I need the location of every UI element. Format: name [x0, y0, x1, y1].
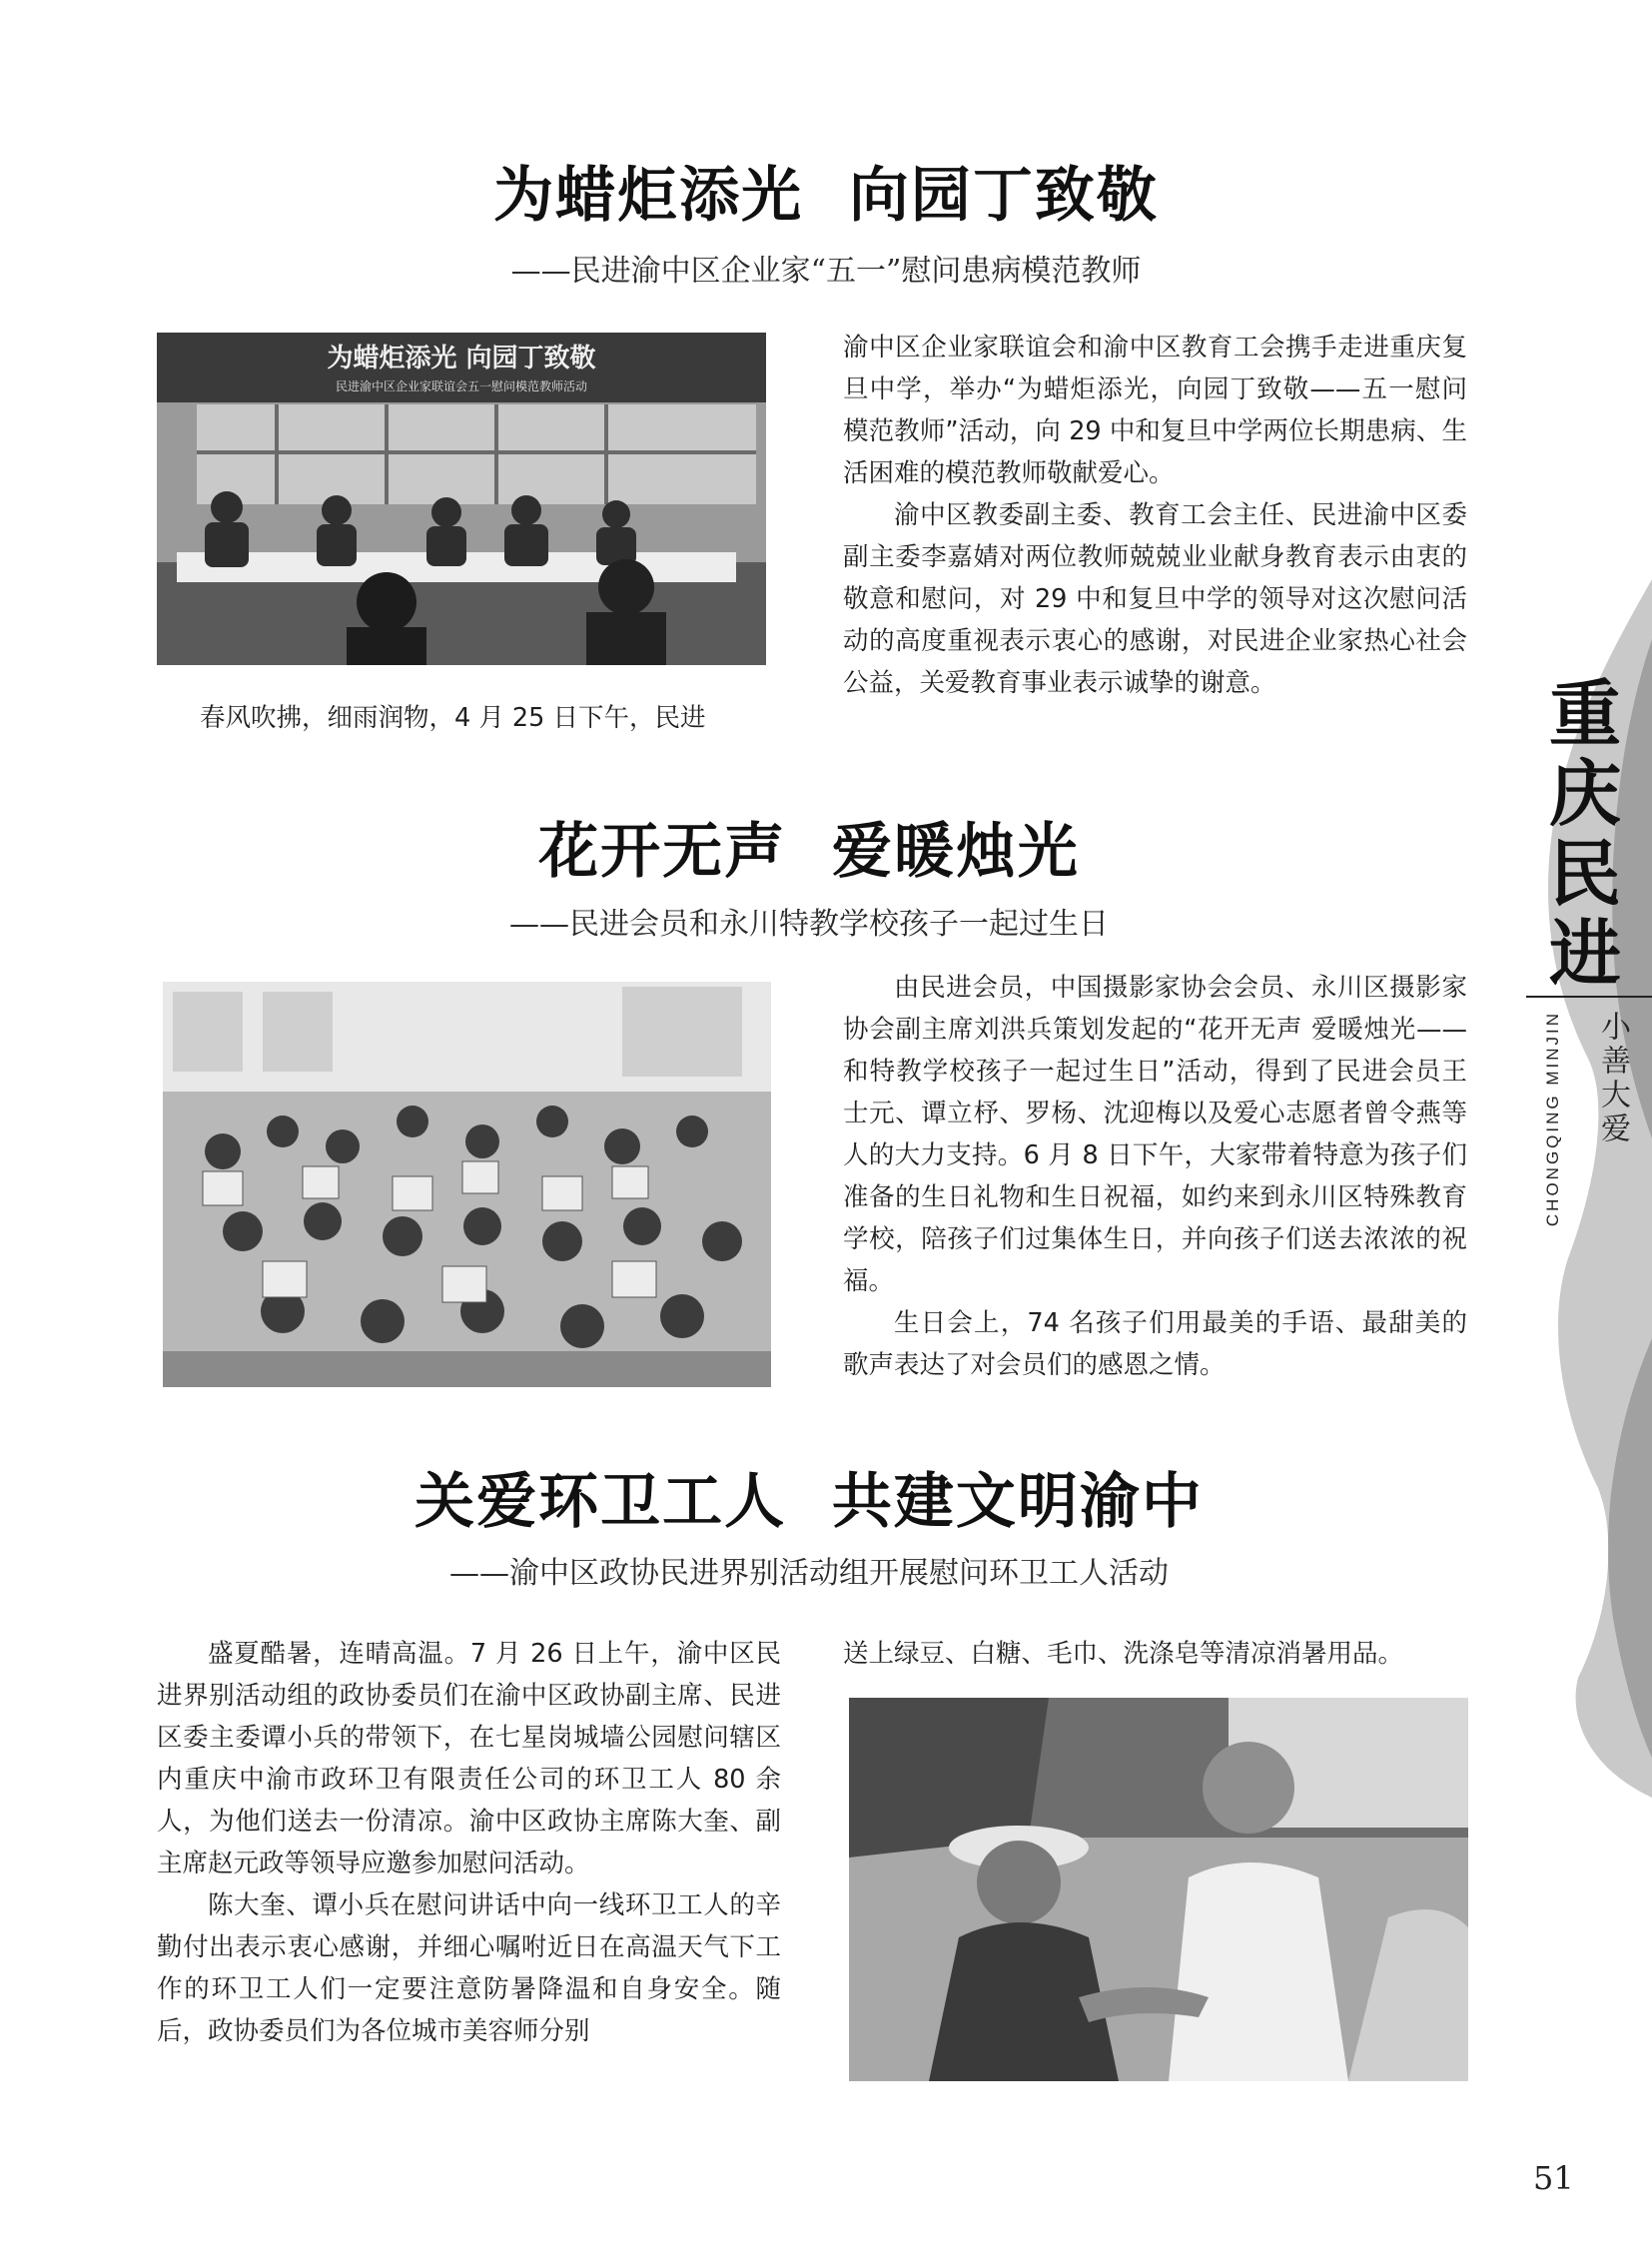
- article1-paragraph-1: 渝中区企业家联谊会和渝中区教育工会携手走进重庆复旦中学，举办“为蜡炬添光，向园丁致敬——五一慰问模范教师”活动，向 29 中和复旦中学两位长期患病、生活困难的模范教师敬献爱心。: [843, 333, 1467, 488]
- article1-title: 为蜡炬添光 向园丁致敬: [493, 161, 1159, 231]
- article2-subtitle: ——民进会员和永川特教学校孩子一起过生日: [509, 907, 1109, 942]
- article1-meeting-photo: [157, 333, 766, 665]
- article1-subtitle: ——民进渝中区企业家“五一”慰问患病模范教师: [510, 254, 1142, 289]
- article2-paragraph-1: 由民进会员，中国摄影家协会会员、永川区摄影家协会副主席刘洪兵策划发起的“花开无声 爱暖烛光——和特教学校孩子一起过生日”活动，得到了民进会员王士元、谭立杼、罗杨、沈迎梅以及爱心志愿者曾令燕等人的大力支持。6 月 8 日下午，大家带着特意为孩子们准备的生日礼物和生日祝福，如约来到永川区特殊教育学校，陪孩子们过集体生日，并向孩子们送去浓浓的祝福。: [843, 973, 1467, 1296]
- article3-right-text: 送上绿豆、白糖、毛巾、洗涤皂等清凉消暑用品。: [843, 1639, 1404, 1669]
- article1-right-column: [843, 327, 1467, 704]
- calligraphy-char-1: 重: [1548, 671, 1621, 756]
- calligraphy-char-2: 庆: [1548, 751, 1621, 836]
- article3-paragraph-2: 陈大奎、谭小兵在慰问讲话中向一线环卫工人的辛勤付出表示衷心感谢，并细心嘱咐近日在高温天气下工作的环卫工人们一定要注意防暑降温和自身安全。随后，政协委员们为各位城市美容师分别: [157, 1890, 781, 2046]
- article3-sanitation-photo: [849, 1698, 1468, 2081]
- article3-left-column: [157, 1633, 781, 2052]
- calligraphy-title: [1530, 671, 1640, 996]
- sidebar-divider: [1526, 996, 1652, 998]
- photo-banner-line2: 民进渝中区企业家联谊会五一慰问模范教师活动: [335, 379, 588, 393]
- photo-banner-line1: 为蜡炬添光 向园丁致敬: [327, 344, 596, 374]
- article3-title: 关爱环卫工人 共建文明渝中: [414, 1467, 1204, 1537]
- calligraphy-char-3: 民: [1548, 831, 1621, 916]
- article2-paragraph-2: 生日会上，74 名孩子们用最美的手语、最甜美的歌声表达了对会员们的感恩之情。: [843, 1308, 1467, 1380]
- article3-subtitle: ——渝中区政协民进界别活动组开展慰问环卫工人活动: [449, 1556, 1169, 1591]
- article2-text: [843, 967, 1467, 1386]
- column-name: 小善大爱: [1595, 1011, 1630, 1146]
- article1-paragraph-2: 渝中区教委副主委、教育工会主任、民进渝中区委副主委李嘉婧对两位教师兢兢业业献身教育表示由衷的敬意和慰问，对 29 中和复旦中学的领导对这次慰问活动的高度重视表示衷心的感谢，对民进企业家热心社会公益，关爱教育事业表示诚挚的谢意。: [843, 500, 1467, 698]
- article3-right-column: [843, 1633, 1467, 1675]
- article3-paragraph-1: 盛夏酷暑，连晴高温。7 月 26 日上午，渝中区民进界别活动组的政协委员们在渝中区政协副主席、民进区委主委谭小兵的带领下，在七星岗城墙公园慰问辖区内重庆中渝市政环卫有限责任公司的环卫工人 80 余人，为他们送去一份清凉。渝中区政协主席陈大奎、副主席赵元政等领导应邀参加慰问活动。: [157, 1639, 781, 1878]
- article1-left-text: [200, 697, 779, 739]
- article2-children-photo: [163, 982, 771, 1387]
- calligraphy-char-4: 进: [1548, 911, 1621, 996]
- article1-opening-line: 春风吹拂，细雨润物，4 月 25 日下午，民进: [200, 703, 706, 733]
- page-number: 51: [1533, 2159, 1574, 2197]
- pinyin-label: CHONGQING MINJIN: [1543, 1011, 1562, 1227]
- article2-title: 花开无声 爱暖烛光: [538, 817, 1080, 887]
